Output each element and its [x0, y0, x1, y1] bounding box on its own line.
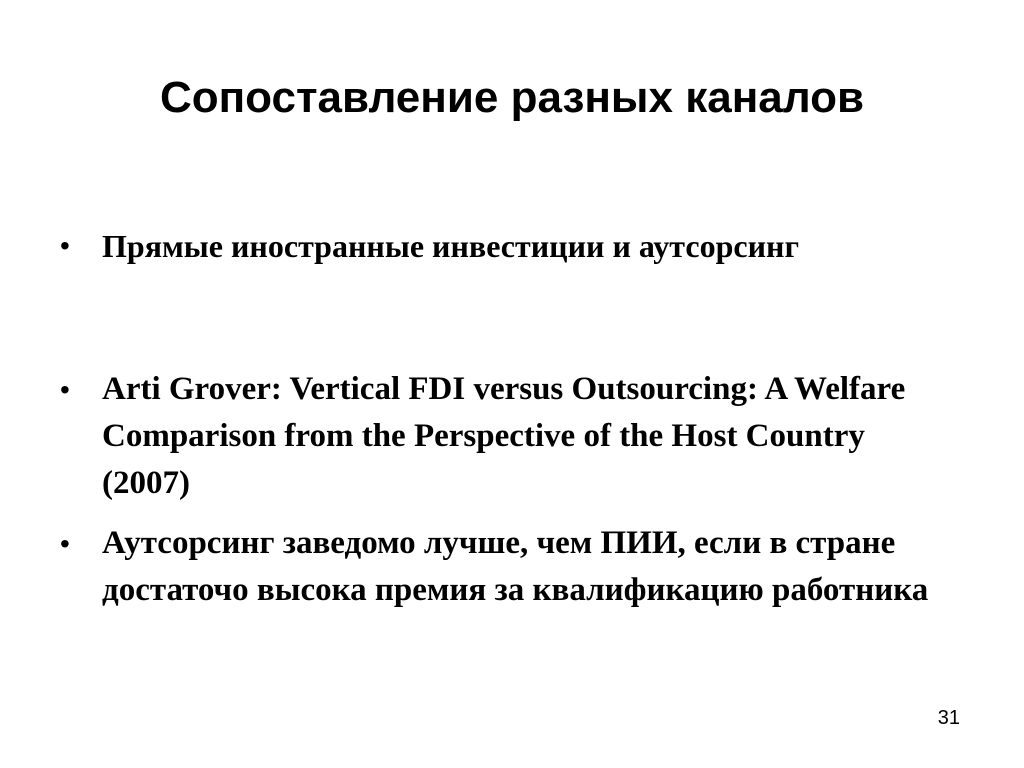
bullet-marker: • [60, 230, 70, 261]
page-number: 31 [937, 707, 960, 729]
bullet-text: Arti Grover: Vertical FDI versus Outsourcing: A Welfare Comparison from the Perspective of the Host Country (2007) [102, 371, 906, 501]
bullet-item [60, 520, 960, 614]
bullet-item [60, 366, 960, 507]
bullet-text: Прямые иностранные инвестиции и аутсорсинг [102, 228, 799, 264]
bullet-text: Аутсорсинг заведомо лучше, чем ПИИ, если в стране достаточо высока премия за квалификацию работника [102, 525, 929, 608]
bullet-marker: • [60, 374, 70, 405]
bullet-marker: • [60, 528, 70, 559]
slide-title: Сопоставление разных каналов [159, 73, 865, 122]
bullet-item [60, 226, 960, 266]
